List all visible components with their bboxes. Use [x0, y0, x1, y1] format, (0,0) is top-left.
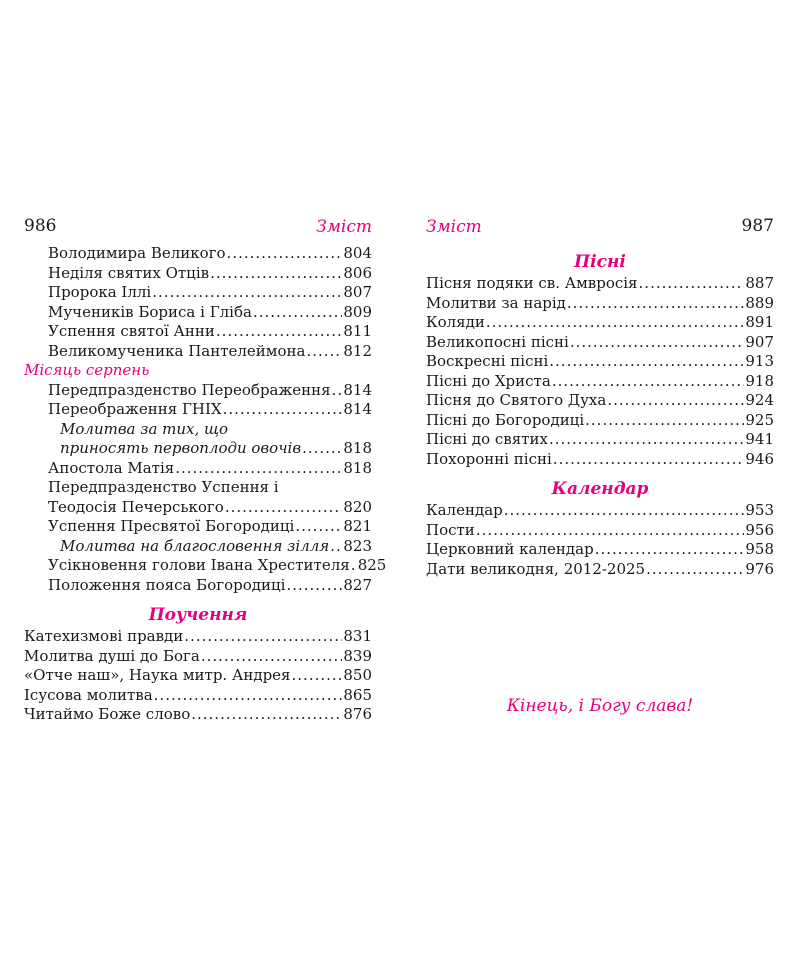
- toc-entry[interactable]: приносять первоплоди овочів ..... 818: [24, 439, 372, 459]
- toc-entry[interactable]: Календар ..... 953: [426, 501, 774, 521]
- toc-entry[interactable]: Великомученика Пантелеймона ..... 812: [24, 342, 372, 362]
- running-title: Зміст: [316, 217, 372, 237]
- section-heading: Календар: [551, 479, 649, 499]
- section-heading: Поучення: [148, 605, 248, 625]
- toc-entry[interactable]: Успення святої Анни ..... 811: [24, 322, 372, 342]
- toc-entry[interactable]: Великопосні пісні ..... 907: [426, 333, 774, 353]
- page-number: 986: [24, 216, 57, 236]
- toc-entry[interactable]: Передпразденство Переображення ..... 814: [24, 381, 372, 401]
- running-title: Зміст: [426, 217, 482, 237]
- right-page: [426, 0, 774, 960]
- toc-entry[interactable]: Молитва душі до Бога ..... 839: [24, 647, 372, 667]
- left-page: [24, 0, 387, 960]
- left-header: [24, 216, 372, 240]
- toc-entry[interactable]: Пісня до Святого Духа ..... 924: [426, 391, 774, 411]
- toc-entry[interactable]: Пісні до святих ..... 941: [426, 430, 774, 450]
- toc-entry[interactable]: Володимира Великого ..... 804: [24, 244, 372, 264]
- toc-entry-line[interactable]: Молитва за тих, що: [60, 419, 229, 438]
- toc-left: [24, 244, 387, 725]
- page-number: 987: [741, 216, 774, 236]
- toc-entry[interactable]: Неділя святих Отців ..... 806: [24, 264, 372, 284]
- month-heading: Місяць серпень: [24, 361, 150, 379]
- right-header: [426, 216, 774, 240]
- toc-entry[interactable]: Ісусова молитва ..... 865: [24, 686, 372, 706]
- toc-entry[interactable]: Воскресні пісні ..... 913: [426, 352, 774, 372]
- toc-entry[interactable]: Пісні до Богородиці ..... 925: [426, 411, 774, 431]
- toc-entry[interactable]: Читаймо Боже слово ..... 876: [24, 705, 372, 725]
- toc-entry[interactable]: Молитва на благословення зілля ..... 823: [24, 537, 372, 557]
- toc-entry[interactable]: Переображення ГНІХ ..... 814: [24, 400, 372, 420]
- toc-entry[interactable]: «Отче наш», Наука митр. Андрея ..... 850: [24, 666, 372, 686]
- toc-entry[interactable]: Катехизмові правди ..... 831: [24, 627, 372, 647]
- toc-entry[interactable]: Пророка Іллі ..... 807: [24, 283, 372, 303]
- toc-entry[interactable]: Усікновення голови Івана Хрестителя ..... 825: [24, 556, 372, 576]
- toc-entry[interactable]: Дати великодня, 2012-2025 ..... 976: [426, 560, 774, 580]
- closing-line: Кінець, і Богу слава!: [506, 696, 694, 716]
- toc-entry[interactable]: Пісні до Христа ..... 918: [426, 372, 774, 392]
- toc-entry[interactable]: Пости ..... 956: [426, 521, 774, 541]
- section-heading: Пісні: [574, 252, 626, 272]
- toc-entry[interactable]: Похоронні пісні ..... 946: [426, 450, 774, 470]
- toc-entry[interactable]: Теодосія Печерського ..... 820: [24, 498, 372, 518]
- toc-entry[interactable]: Успення Пресвятої Богородиці ..... 821: [24, 517, 372, 537]
- toc-entry[interactable]: Церковний календар ..... 958: [426, 540, 774, 560]
- toc-entry[interactable]: Положення пояса Богородиці ..... 827: [24, 576, 372, 596]
- toc-entry[interactable]: Пісня подяки св. Амвросія ..... 887: [426, 274, 774, 294]
- toc-entry-line[interactable]: Передпразденство Успення і: [48, 478, 279, 496]
- toc-entry[interactable]: Молитви за нарід ..... 889: [426, 294, 774, 314]
- toc-entry[interactable]: Коляди ..... 891: [426, 313, 774, 333]
- toc-entry[interactable]: Мучеників Бориса і Гліба ..... 809: [24, 303, 372, 323]
- toc-entry[interactable]: Апостола Матія ..... 818: [24, 459, 372, 479]
- toc-right: [426, 250, 774, 579]
